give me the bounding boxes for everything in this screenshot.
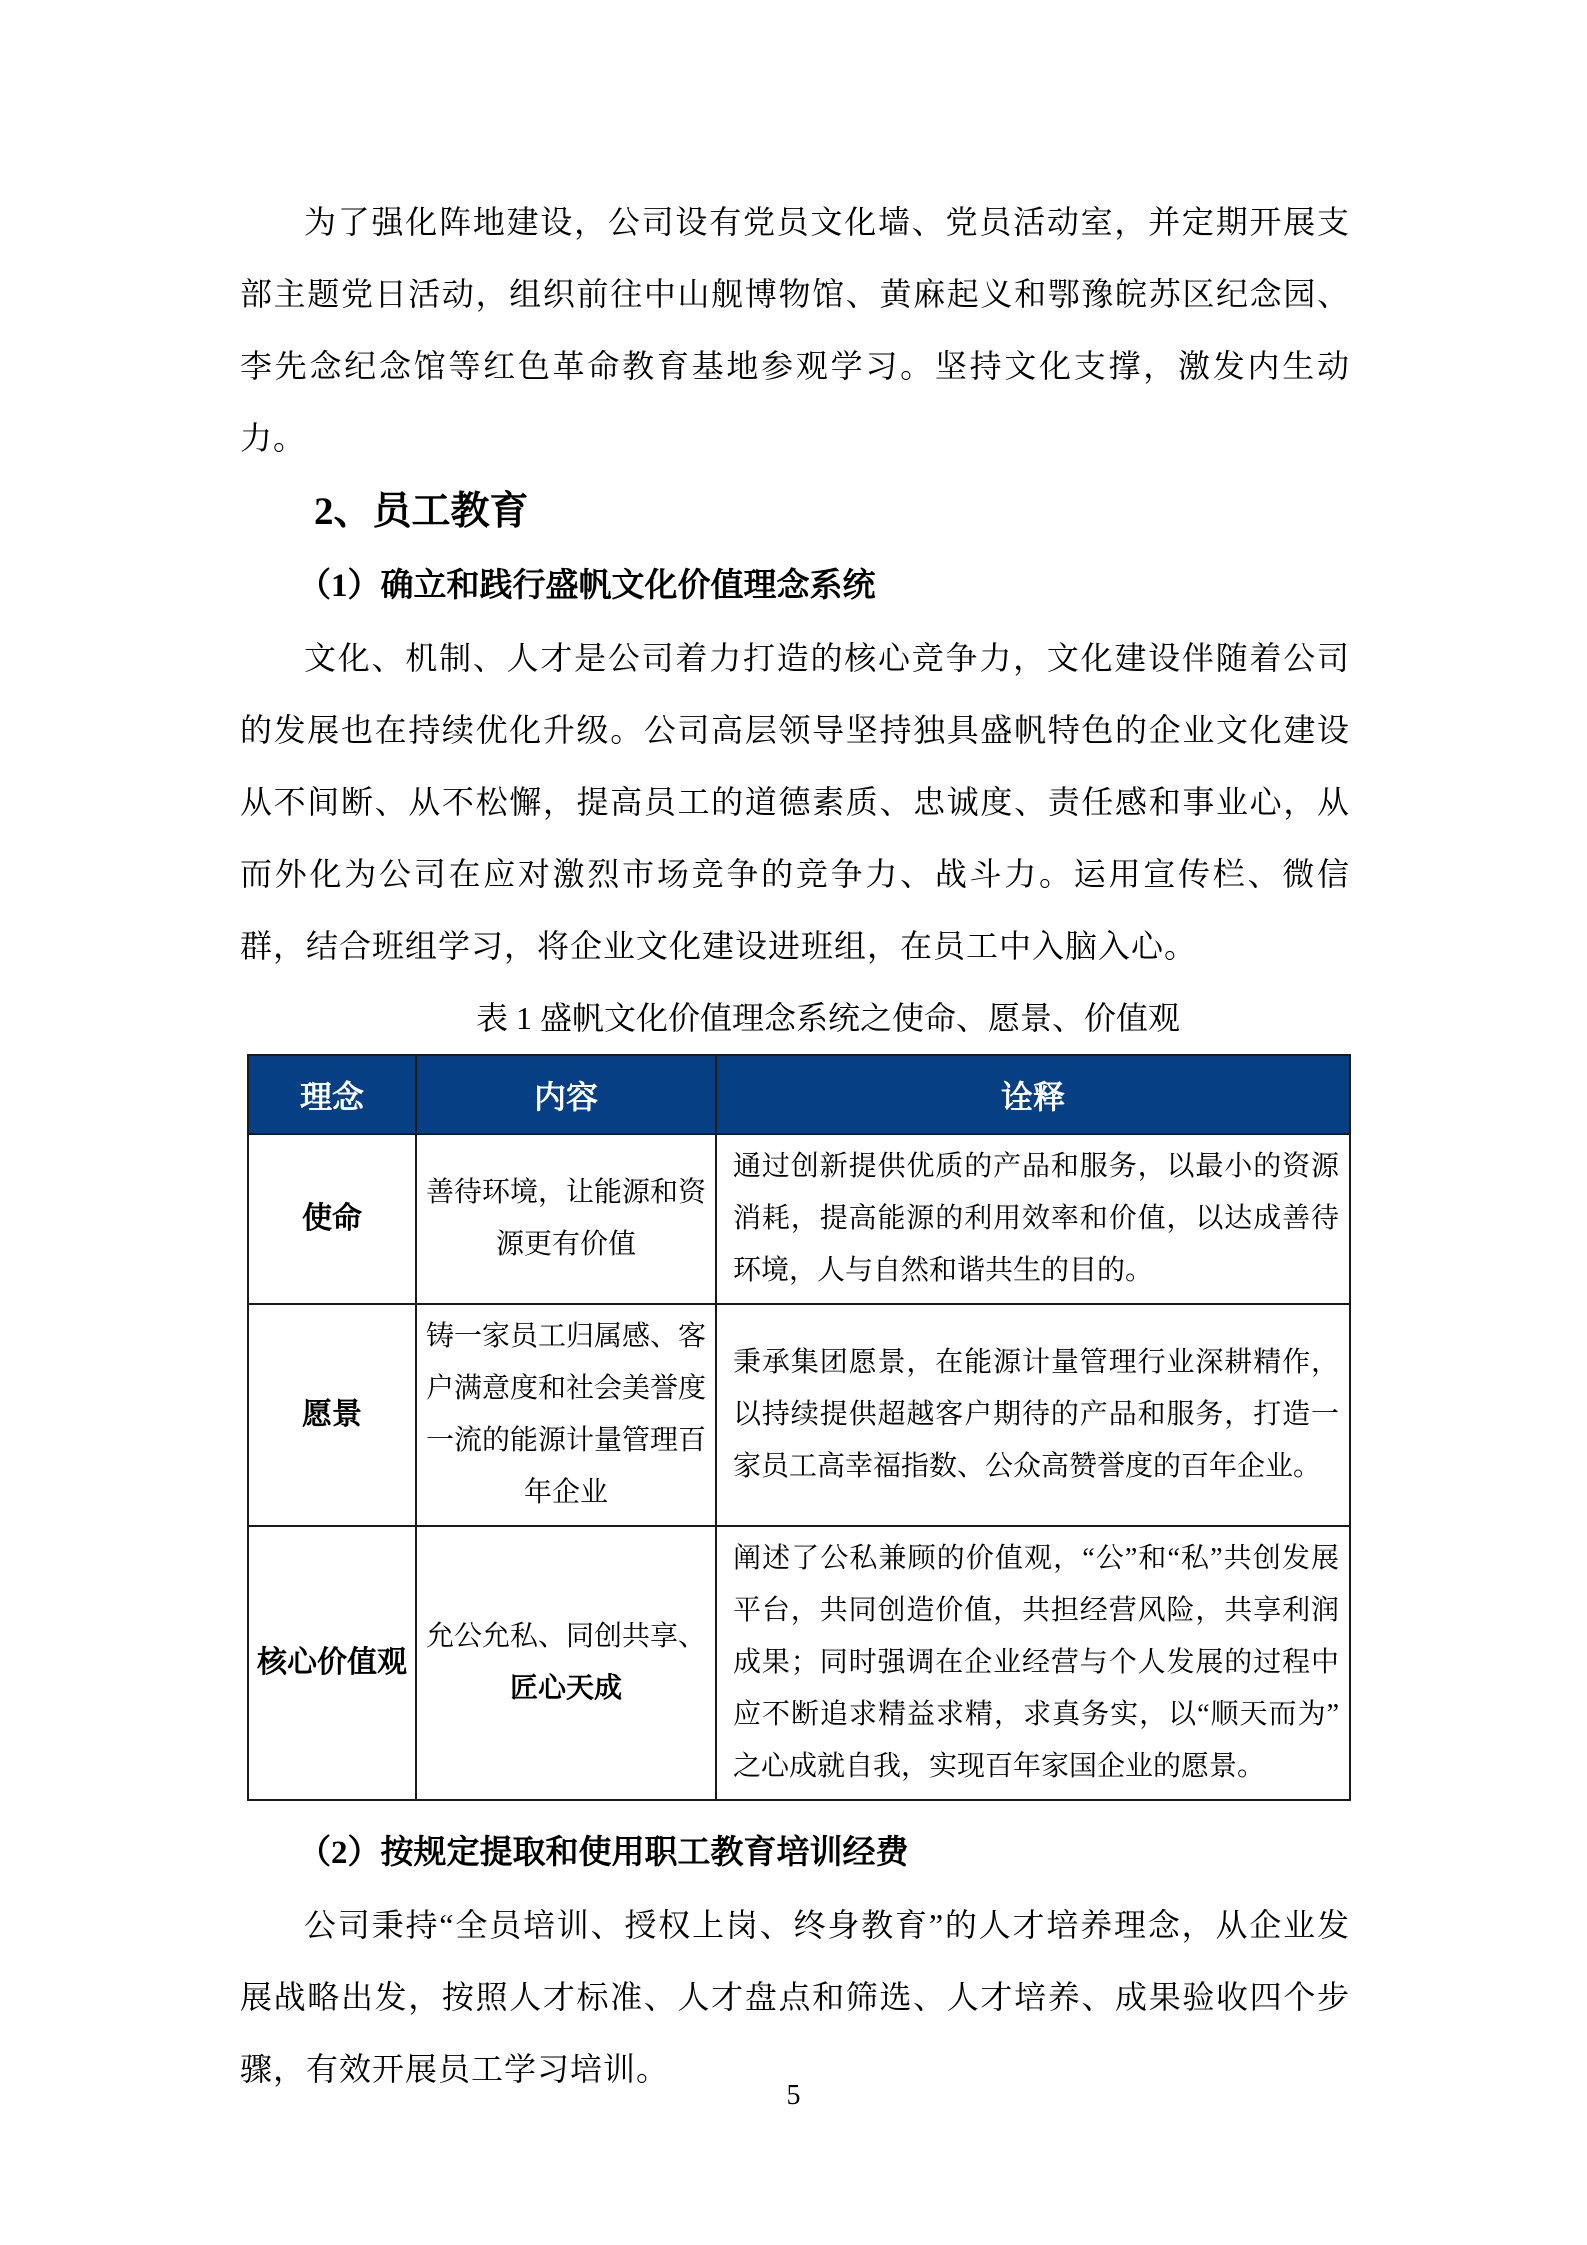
paragraph-training: 公司秉持“全员培训、授权上岗、终身教育”的人才培养理念，从企业发展战略出发，按照人才标准、人才盘点和筛选、人才培养、成果验收四个步骤，有效开展员工学习培训。 — [240, 1907, 1350, 2087]
core-values-interpretation-cell: 阐述了公私兼顾的价值观，“公”和“私”共创发展平台，共同创造价值，共担经营风险，共享利润成果；同时强调在企业经营与个人发展的过程中应不断追求精益求精，求真务实，以“顺天而为”之心成就自我，实现百年家国企业的愿景。 — [716, 1526, 1350, 1800]
mission-concept-cell: 使命 — [248, 1134, 416, 1304]
values-table — [247, 1054, 1351, 1801]
core-values-content-normal: 允公允私、同创共享、 — [425, 1621, 706, 1652]
table-header-row — [248, 1055, 1350, 1134]
core-values-content-bold: 匠心天成 — [509, 1673, 622, 1704]
table-row-core-values — [248, 1526, 1350, 1800]
vision-content-cell: 铸一家员工归属感、客户满意度和社会美誉度一流的能源计量管理百年企业 — [416, 1304, 716, 1526]
vision-interpretation-cell: 秉承集团愿景，在能源计量管理行业深耕精作，以持续提供超越客户期待的产品和服务，打造一家员工高幸福指数、公众高赞誉度的百年企业。 — [716, 1304, 1350, 1526]
header-cell-interpretation: 诠释 — [716, 1055, 1350, 1134]
table-row-mission — [248, 1134, 1350, 1304]
table-row-vision — [248, 1304, 1350, 1526]
paragraph-party-culture: 为了强化阵地建设，公司设有党员文化墙、党员活动室，并定期开展支部主题党日活动，组织前往中山舰博物馆、黄麻起义和鄂豫皖苏区纪念园、李先念纪念馆等红色革命教育基地参观学习。坚持文化支撑，激发内生动力。 — [240, 204, 1350, 456]
page-number: 5 — [786, 2080, 801, 2111]
heading-employee-education: 2、员工教育 — [314, 490, 529, 533]
page-footer — [0, 2078, 1587, 2114]
table-caption: 表 1 盛帆文化价值理念系统之使命、愿景、价值观 — [475, 1000, 1180, 1036]
header-cell-concept: 理念 — [248, 1055, 416, 1134]
heading-culture-value-system: （1）确立和践行盛帆文化价值理念系统 — [298, 568, 876, 604]
paragraph-culture-building: 文化、机制、人才是公司着力打造的核心竞争力，文化建设伴随着公司的发展也在持续优化升级。公司高层领导坚持独具盛帆特色的企业文化建设从不间断、从不松懈，提高员工的道德素质、忠诚度、责任感和事业心，从而外化为公司在应对激烈市场竞争的竞争力、战斗力。运用宣传栏、微信群，结合班组学习，将企业文化建设进班组，在员工中入脑入心。 — [240, 640, 1350, 964]
core-values-concept-cell: 核心价值观 — [248, 1526, 416, 1800]
mission-interpretation-cell: 通过创新提供优质的产品和服务，以最小的资源消耗，提高能源的利用效率和价值，以达成善待环境，人与自然和谐共生的目的。 — [716, 1134, 1350, 1304]
mission-content-cell: 善待环境，让能源和资源更有价值 — [416, 1134, 716, 1304]
vision-concept-cell: 愿景 — [248, 1304, 416, 1526]
header-cell-content: 内容 — [416, 1055, 716, 1134]
heading-training-funds: （2）按规定提取和使用职工教育培训经费 — [298, 1835, 909, 1871]
core-values-content-cell — [416, 1526, 716, 1800]
